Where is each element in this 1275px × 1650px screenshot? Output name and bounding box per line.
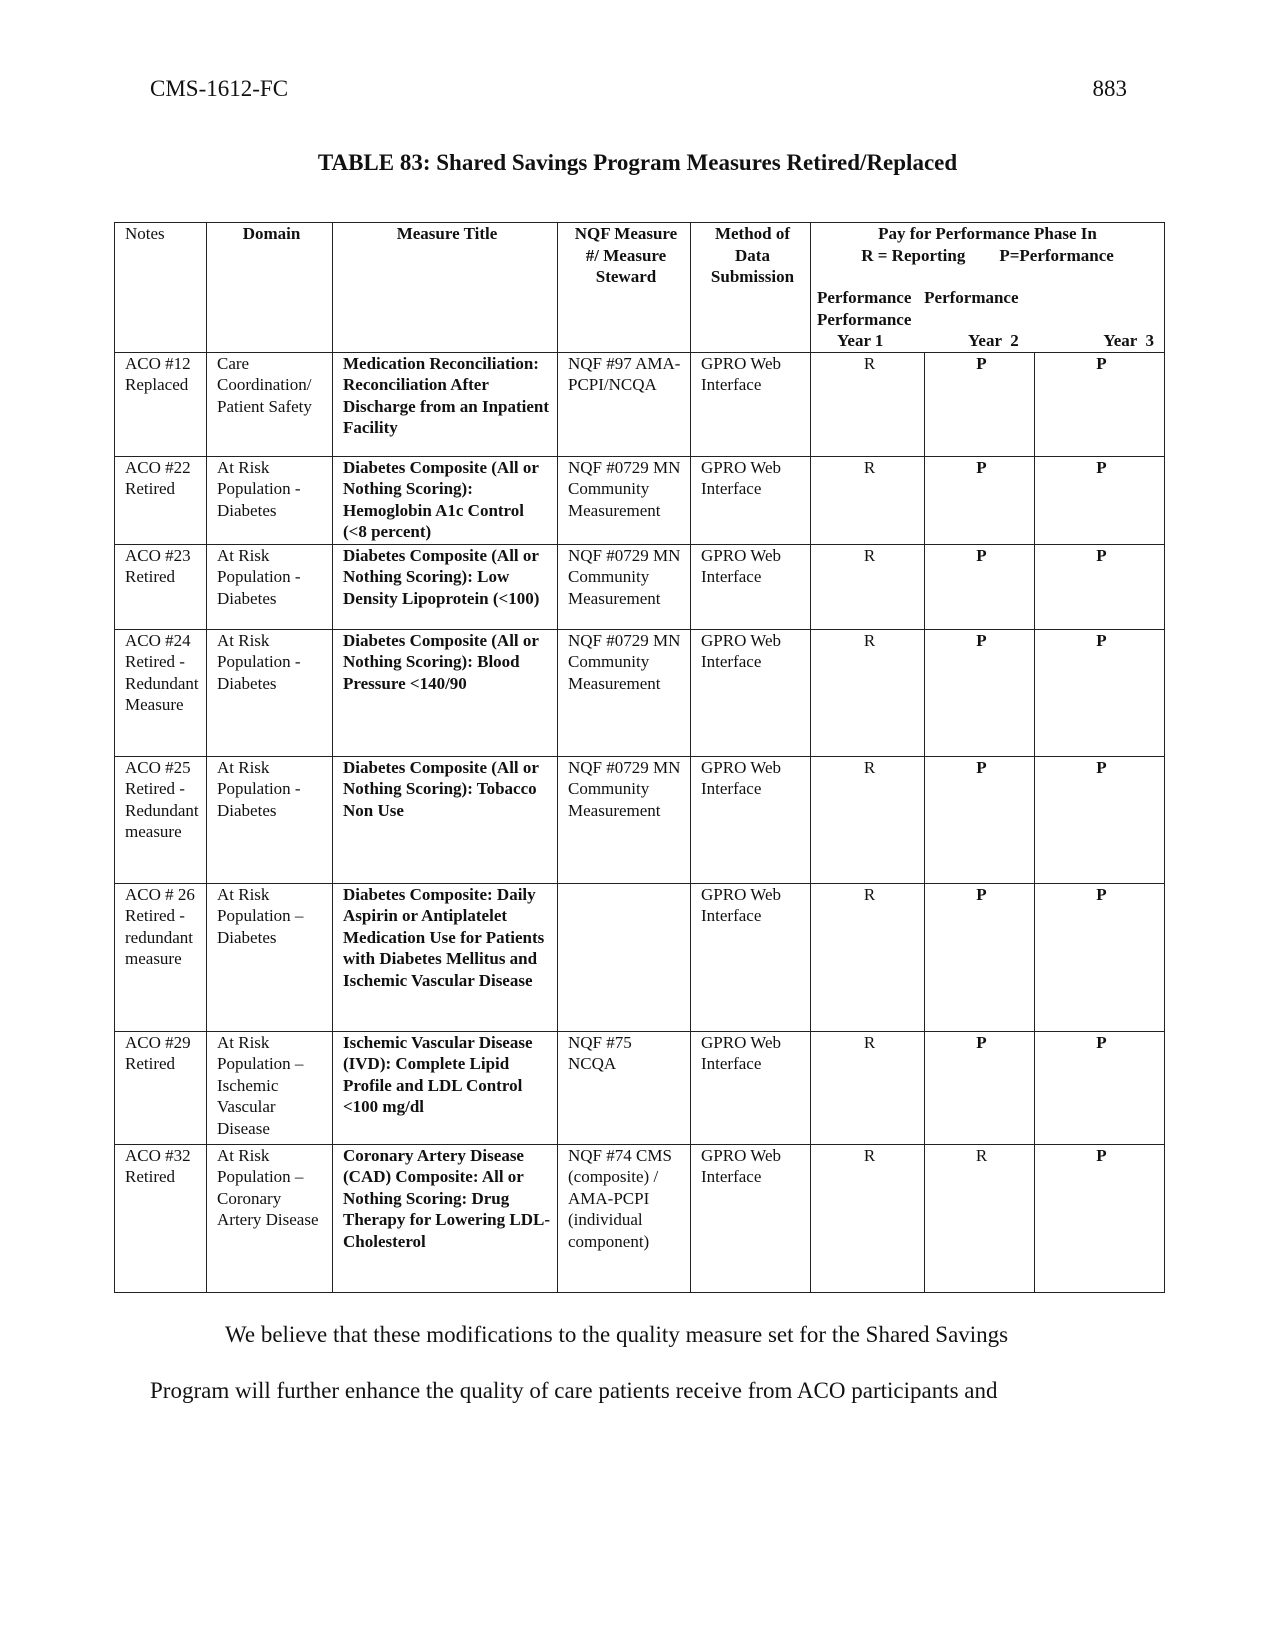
- cell-year3: P: [1035, 544, 1165, 629]
- body-paragraph-line-1: We believe that these modifications to the quality measure set for the Shared Savings: [225, 1322, 1009, 1347]
- cell-year1: R: [811, 352, 925, 456]
- year1-label: Year 1: [837, 331, 884, 350]
- cell-method: GPRO Web Interface: [691, 629, 811, 756]
- col-header-measure-title: Measure Title: [333, 223, 558, 353]
- cell-notes: ACO #12 Replaced: [115, 352, 207, 456]
- table-row: [115, 756, 1165, 883]
- cell-method: GPRO Web Interface: [691, 1031, 811, 1144]
- cell-year1: R: [811, 544, 925, 629]
- cell-nqf: NQF #97 AMA-PCPI/NCQA: [558, 352, 691, 456]
- cell-year2: P: [925, 456, 1035, 544]
- year2-label: Year 2: [968, 331, 1019, 350]
- cell-domain: At Risk Population – Ischemic Vascular Disease: [207, 1031, 333, 1144]
- cell-year2: P: [925, 1031, 1035, 1144]
- table-row: [115, 1144, 1165, 1292]
- pay-phase-legend: [817, 245, 1158, 267]
- cell-year1: R: [811, 756, 925, 883]
- cell-measure-title: Ischemic Vascular Disease (IVD): Complete Lipid Profile and LDL Control <100 mg/dl: [333, 1031, 558, 1144]
- table-row: [115, 883, 1165, 1031]
- table-row: [115, 1031, 1165, 1144]
- cell-domain: At Risk Population - Diabetes: [207, 456, 333, 544]
- table-title: TABLE 83: Shared Savings Program Measures Retired/Replaced: [317, 150, 958, 175]
- pay-phase-sub-line1: Performance Performance: [817, 288, 1019, 307]
- cell-notes: ACO #24 Retired - Redundant Measure: [115, 629, 207, 756]
- cell-year2: P: [925, 883, 1035, 1031]
- cell-year1: R: [811, 456, 925, 544]
- cell-method: GPRO Web Interface: [691, 352, 811, 456]
- cell-year3: P: [1035, 456, 1165, 544]
- cell-nqf: NQF #75 NCQA: [558, 1031, 691, 1144]
- cell-domain: At Risk Population - Diabetes: [207, 756, 333, 883]
- cell-year2: R: [925, 1144, 1035, 1292]
- cell-year3: P: [1035, 756, 1165, 883]
- cell-measure-title: Medication Reconciliation: Reconciliation After Discharge from an Inpatient Facility: [333, 352, 558, 456]
- cell-year3: P: [1035, 1031, 1165, 1144]
- cell-year1: R: [811, 883, 925, 1031]
- cell-measure-title: Diabetes Composite (All or Nothing Scoring): Hemoglobin A1c Control (<8 percent): [333, 456, 558, 544]
- cell-notes: ACO #25 Retired - Redundant measure: [115, 756, 207, 883]
- cell-nqf: NQF #0729 MN Community Measurement: [558, 456, 691, 544]
- cell-notes: ACO #29 Retired: [115, 1031, 207, 1144]
- cell-year2: P: [925, 544, 1035, 629]
- cell-year2: P: [925, 352, 1035, 456]
- table-body: [115, 352, 1165, 1292]
- body-paragraph-line-2: Program will further enhance the quality of care patients receive from ACO participants and: [150, 1378, 998, 1403]
- col-header-nqf: NQF Measure #/ Measure Steward: [558, 223, 691, 353]
- cell-year3: P: [1035, 1144, 1165, 1292]
- cell-year1: R: [811, 629, 925, 756]
- cell-measure-title: Diabetes Composite (All or Nothing Scoring): Blood Pressure <140/90: [333, 629, 558, 756]
- table-row: [115, 629, 1165, 756]
- table-row: [115, 352, 1165, 456]
- legend-reporting: R = Reporting: [861, 245, 966, 265]
- pay-phase-sub-line2: Performance: [817, 309, 912, 329]
- cell-nqf: [558, 883, 691, 1031]
- col-header-method: Method of Data Submission: [691, 223, 811, 353]
- cell-year1: R: [811, 1144, 925, 1292]
- cell-year3: P: [1035, 352, 1165, 456]
- cell-method: GPRO Web Interface: [691, 883, 811, 1031]
- cell-notes: ACO # 26 Retired - redundant measure: [115, 883, 207, 1031]
- cell-method: GPRO Web Interface: [691, 756, 811, 883]
- cell-measure-title: Coronary Artery Disease (CAD) Composite: All or Nothing Scoring: Drug Therapy for Lowering LDL-Cholesterol: [333, 1144, 558, 1292]
- cell-domain: At Risk Population - Diabetes: [207, 629, 333, 756]
- legend-performance: P=Performance: [999, 245, 1114, 265]
- cell-domain: Care Coordination/ Patient Safety: [207, 352, 333, 456]
- cell-domain: At Risk Population – Coronary Artery Disease: [207, 1144, 333, 1292]
- cell-measure-title: Diabetes Composite: Daily Aspirin or Antiplatelet Medication Use for Patients with Diabetes Mellitus and Ischemic Vascular Disease: [333, 883, 558, 1031]
- cell-year1: R: [811, 1031, 925, 1144]
- cell-year3: P: [1035, 629, 1165, 756]
- table-header-row: [115, 223, 1165, 353]
- cell-nqf: NQF #0729 MN Community Measurement: [558, 629, 691, 756]
- table-row: [115, 456, 1165, 544]
- year3-label: Year 3: [1103, 331, 1154, 350]
- cell-method: GPRO Web Interface: [691, 456, 811, 544]
- cell-domain: At Risk Population – Diabetes: [207, 883, 333, 1031]
- cell-measure-title: Diabetes Composite (All or Nothing Scoring): Low Density Lipoprotein (<100): [333, 544, 558, 629]
- cell-method: GPRO Web Interface: [691, 1144, 811, 1292]
- col-header-pay-phase: [811, 223, 1165, 353]
- cell-method: GPRO Web Interface: [691, 544, 811, 629]
- col-header-domain: Domain: [207, 223, 333, 353]
- table-row: [115, 544, 1165, 629]
- cell-year2: P: [925, 756, 1035, 883]
- cell-year3: P: [1035, 883, 1165, 1031]
- cell-year2: P: [925, 629, 1035, 756]
- pay-phase-title: Pay for Performance Phase In: [878, 224, 1097, 243]
- document-id: CMS-1612-FC: [150, 76, 289, 101]
- page-number: 883: [1092, 76, 1127, 101]
- year-labels: [817, 330, 1158, 352]
- cell-nqf: NQF #0729 MN Community Measurement: [558, 756, 691, 883]
- cell-measure-title: Diabetes Composite (All or Nothing Scoring): Tobacco Non Use: [333, 756, 558, 883]
- measures-table: [114, 222, 1165, 1293]
- cell-notes: ACO #23 Retired: [115, 544, 207, 629]
- cell-nqf: NQF #74 CMS (composite) / AMA-PCPI (individual component): [558, 1144, 691, 1292]
- cell-notes: ACO #32 Retired: [115, 1144, 207, 1292]
- col-header-notes: Notes: [115, 223, 207, 353]
- cell-domain: At Risk Population - Diabetes: [207, 544, 333, 629]
- cell-nqf: NQF #0729 MN Community Measurement: [558, 544, 691, 629]
- cell-notes: ACO #22 Retired: [115, 456, 207, 544]
